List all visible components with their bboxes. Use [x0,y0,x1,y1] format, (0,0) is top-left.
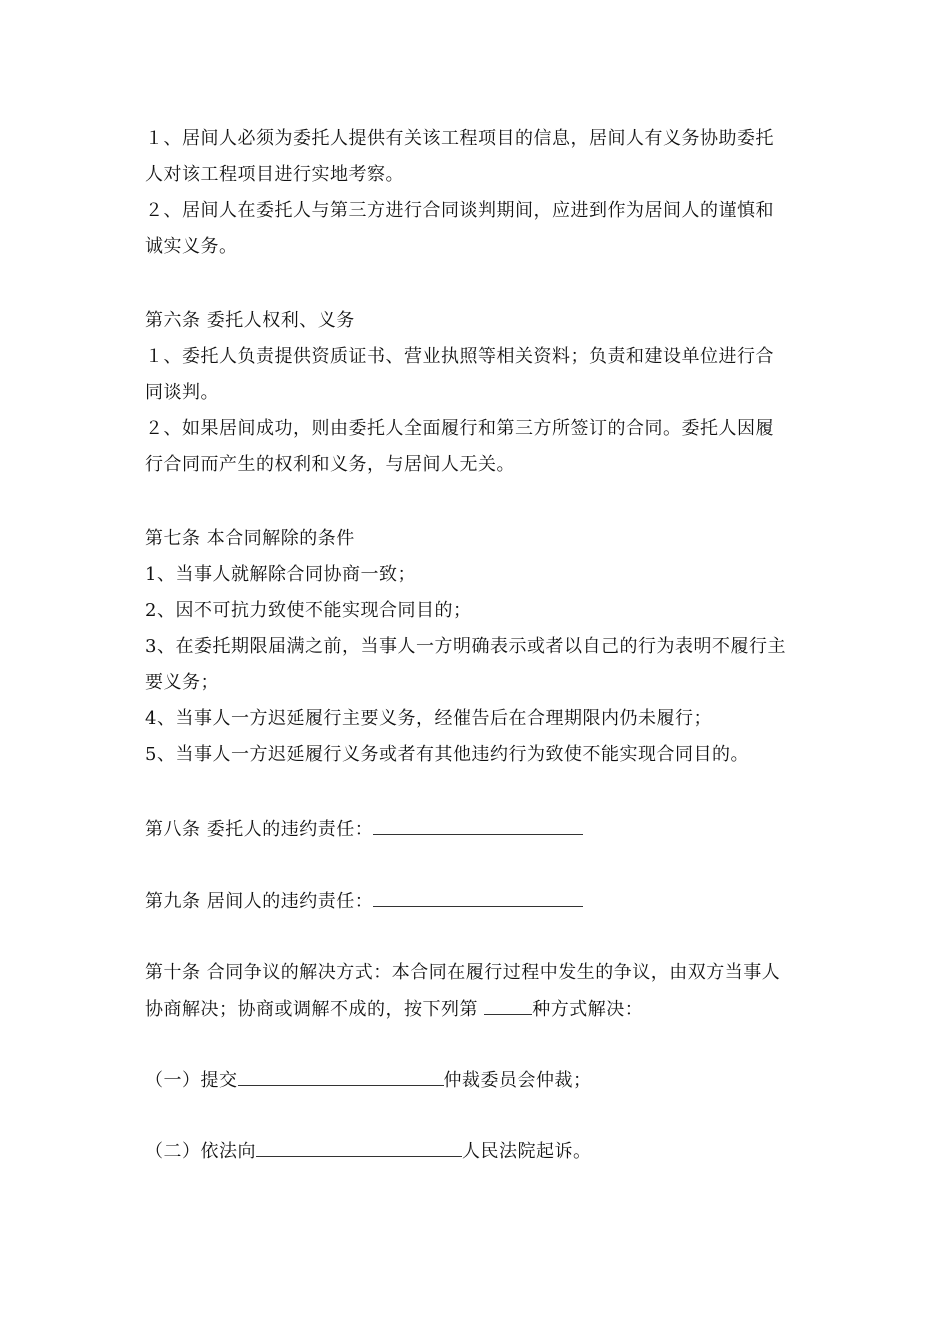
article10-line2 [145,997,643,1022]
article6-clause2-line1: ２、如果居间成功，则由委托人全面履行和第三方所签订的合同。委托人因履 [145,418,774,439]
article9-blank-field[interactable] [373,889,583,907]
article10-line1: 第十条 合同争议的解决方式：本合同在履行过程中发生的争议，由双方当事人 [145,962,781,983]
article6-clause1-line2: 同谈判。 [145,382,219,403]
article10-method-blank[interactable] [484,997,532,1015]
article7-item1: 1、当事人就解除合同协商一致； [145,564,416,585]
article9-line [145,889,583,914]
article5-clause2-line1: ２、居间人在委托人与第三方进行合同谈判期间，应进到作为居间人的谨慎和 [145,200,774,221]
article6-clause2-line2: 行合同而产生的权利和义务，与居间人无关。 [145,454,515,475]
article7-item2: 2、因不可抗力致使不能实现合同目的； [145,600,472,621]
article7-item3-line1: 3、在委托期限届满之前，当事人一方明确表示或者以自己的行为表明不履行主 [145,636,786,657]
article8-label: 第八条 委托人的违约责任： [145,819,374,840]
article7-item5: 5、当事人一方迟延履行义务或者有其他违约行为致使不能实现合同目的。 [145,744,749,765]
option1-text-a: （一）提交 [145,1070,238,1091]
option2-blank-field[interactable] [256,1139,462,1157]
article5-clause1-line2: 人对该工程项目进行实地考察。 [145,164,404,185]
article10-text-a: 协商解决；协商或调解不成的，按下列第 [145,999,485,1020]
article8-line [145,817,583,842]
option1-blank-field[interactable] [238,1068,444,1086]
article7-title: 第七条 本合同解除的条件 [145,528,355,549]
option2-text-a: （二）依法向 [145,1141,256,1162]
option2-text-b: 人民法院起诉。 [462,1141,592,1162]
article10-text-b: 种方式解决： [532,999,644,1020]
article9-label: 第九条 居间人的违约责任： [145,891,374,912]
article5-clause1-line1: １、居间人必须为委托人提供有关该工程项目的信息，居间人有义务协助委托 [145,128,774,149]
article7-item4: 4、当事人一方迟延履行主要义务，经催告后在合理期限内仍未履行； [145,708,712,729]
option2-line [145,1139,592,1164]
article8-blank-field[interactable] [373,817,583,835]
article5-clause2-line2: 诚实义务。 [145,236,238,257]
article7-item3-line2: 要义务； [145,672,219,693]
article6-title: 第六条 委托人权利、义务 [145,310,355,331]
option1-text-b: 仲裁委员会仲裁； [443,1070,592,1091]
option1-line [145,1068,592,1093]
article6-clause1-line1: １、委托人负责提供资质证书、营业执照等相关资料；负责和建设单位进行合 [145,346,774,367]
